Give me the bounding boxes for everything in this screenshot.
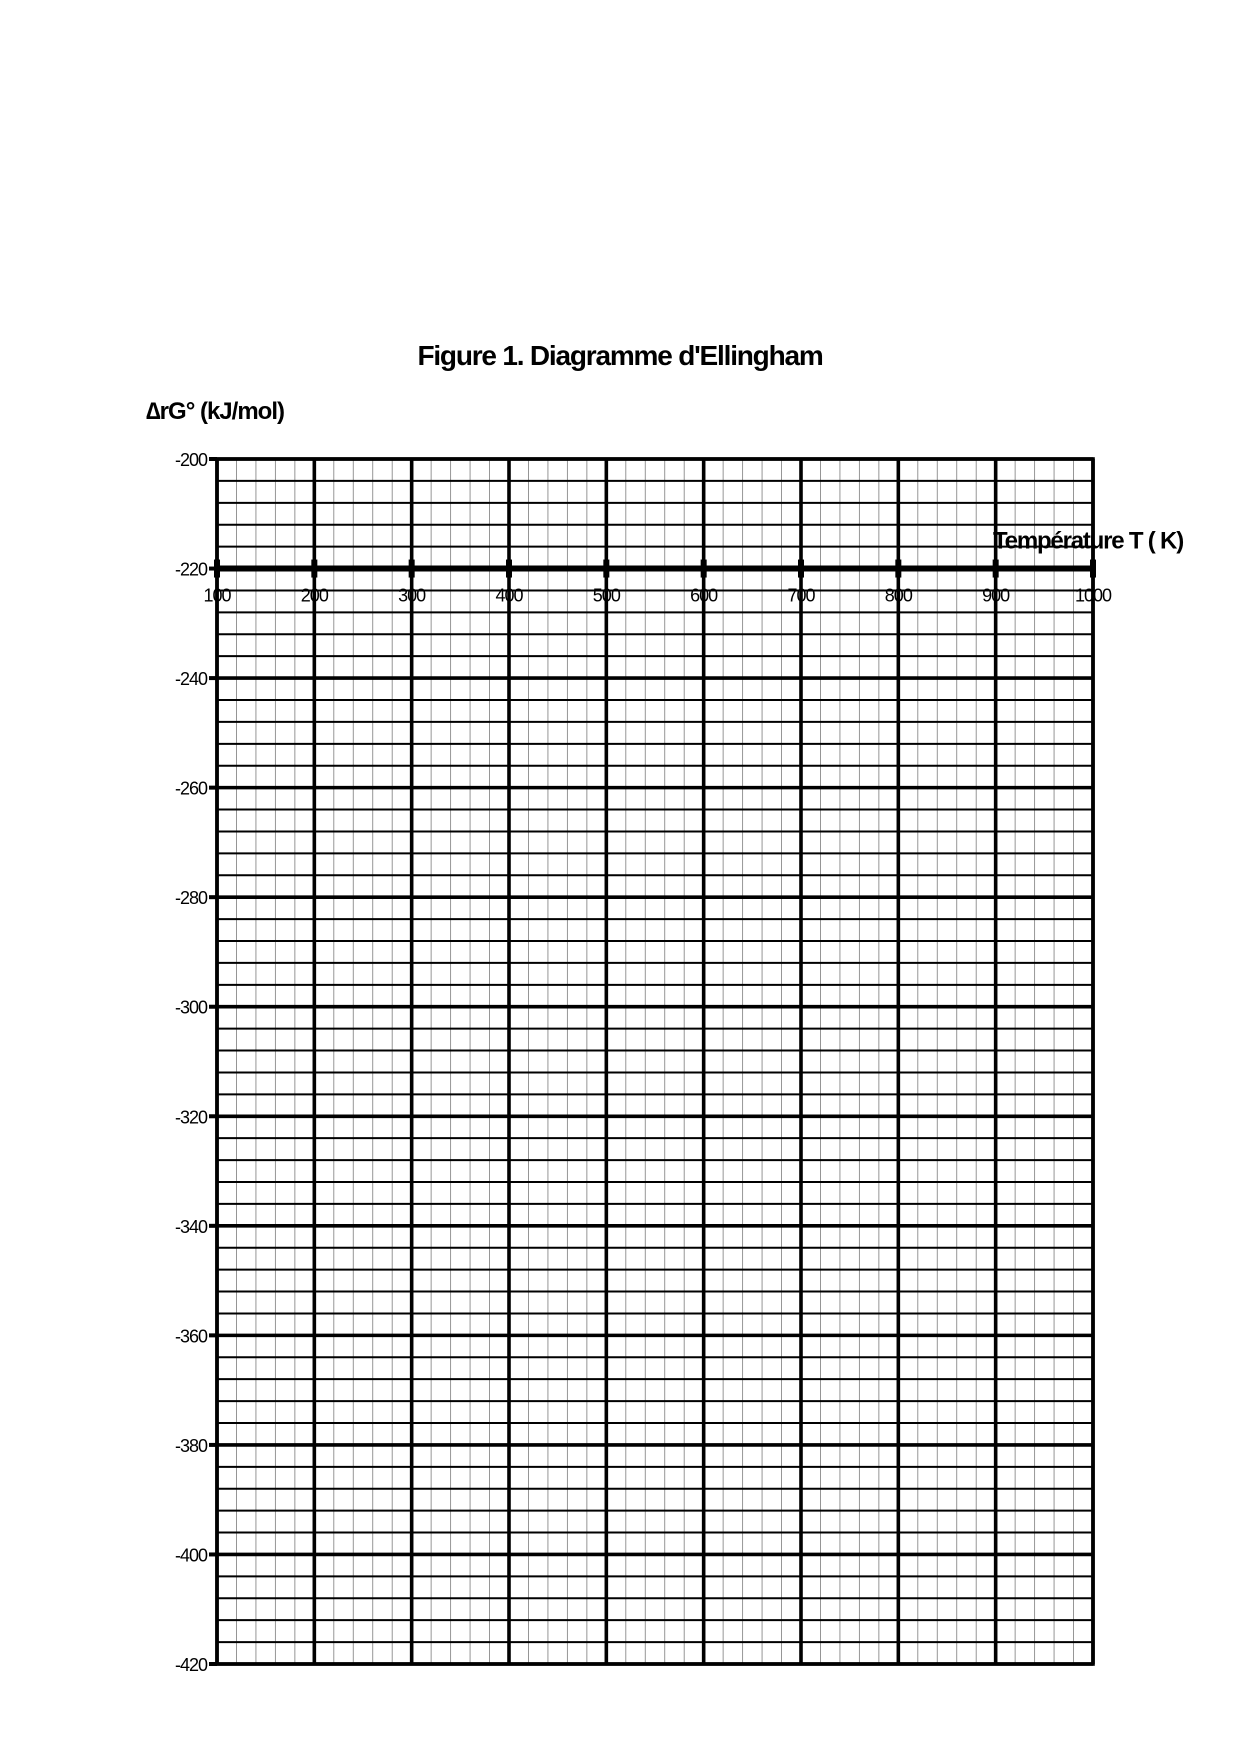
y-tick-label: -300 xyxy=(174,997,207,1018)
y-tick-label: -320 xyxy=(174,1107,207,1128)
y-tick-label: -420 xyxy=(174,1655,207,1675)
grid-major-layer xyxy=(217,459,1093,1664)
x-tick-label: 500 xyxy=(592,585,620,606)
y-tick-label: -360 xyxy=(174,1326,207,1347)
y-tick-label: -240 xyxy=(174,669,207,690)
y-tick-label: -200 xyxy=(174,450,207,470)
y-tick-label: -260 xyxy=(174,778,207,799)
x-tick-label: 400 xyxy=(495,585,523,606)
plot-frame xyxy=(217,459,1093,1664)
y-tick-label: -280 xyxy=(174,888,207,909)
x-tick-label: 600 xyxy=(690,585,718,606)
chart-title: Figure 1. Diagramme d'Ellingham xyxy=(417,340,823,371)
y-axis-title: ∆rG° (kJ/mol) xyxy=(146,398,284,425)
y-tick-label: -380 xyxy=(174,1435,207,1456)
y-tick-label: -400 xyxy=(174,1545,207,1566)
x-axis-title: Température T ( K) xyxy=(993,527,1183,555)
y-tick-label: -220 xyxy=(174,559,207,580)
axis-layer xyxy=(209,459,1093,1664)
y-tick-label: -340 xyxy=(174,1216,207,1237)
grid-mid-layer xyxy=(217,481,1093,1642)
x-tick-label: 800 xyxy=(884,585,912,606)
x-tick-label: 100 xyxy=(203,585,231,606)
x-tick-label: 1000 xyxy=(1074,585,1112,606)
x-tick-label: 300 xyxy=(398,585,426,606)
x-tick-label: 700 xyxy=(787,585,815,606)
x-tick-label: 900 xyxy=(982,585,1010,606)
grid-minor-layer xyxy=(236,459,1073,1664)
x-tick-label: 200 xyxy=(300,585,328,606)
